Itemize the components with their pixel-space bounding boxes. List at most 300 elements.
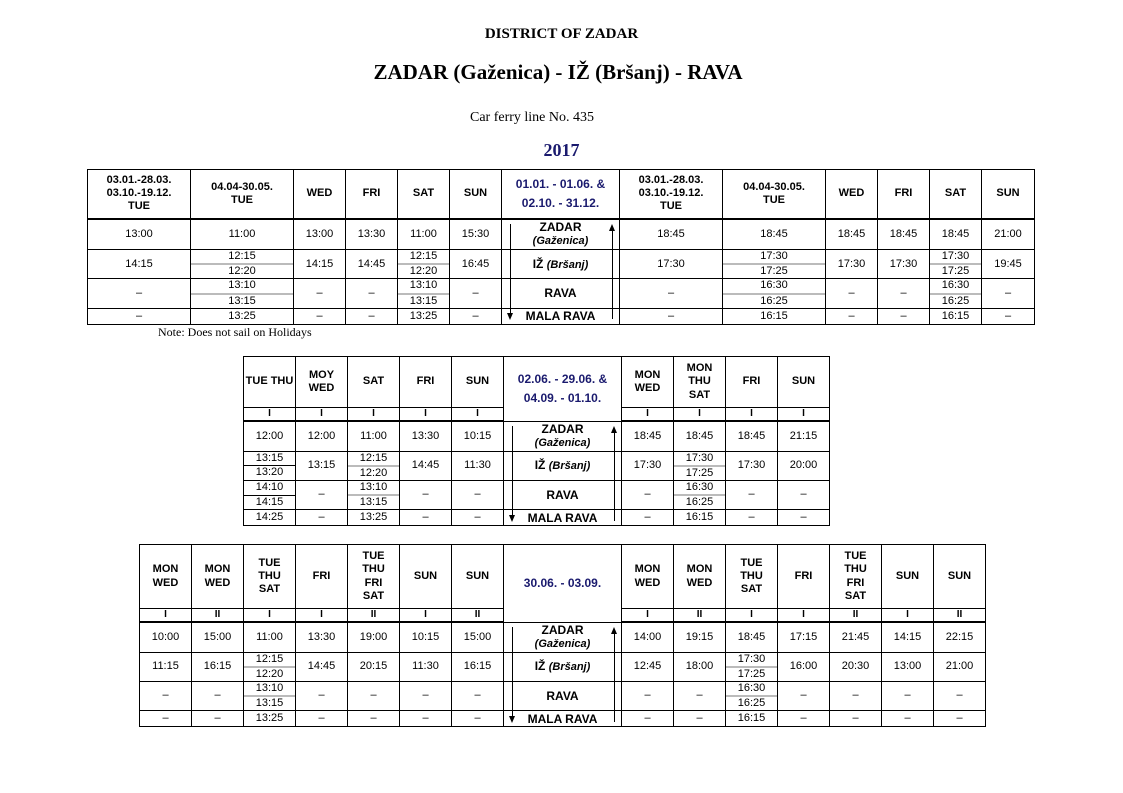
time-cell: – xyxy=(830,711,882,727)
column-header-line: SUN xyxy=(465,569,490,582)
time-cell: 10:15 xyxy=(452,421,504,451)
column-header xyxy=(878,170,930,219)
column-header xyxy=(674,545,726,609)
time-cell xyxy=(930,279,982,308)
stop-name: ZADAR xyxy=(541,422,584,437)
time-value: 16:30 xyxy=(930,279,981,294)
time-cell: 18:45 xyxy=(726,622,778,652)
time-cell: 16:00 xyxy=(778,652,830,681)
trip-number: I xyxy=(778,609,830,623)
time-cell xyxy=(244,652,296,681)
stop-iz xyxy=(504,451,622,480)
time-pair xyxy=(723,250,825,278)
time-value: 16:30 xyxy=(674,481,725,496)
time-cell: 14:15 xyxy=(294,250,346,279)
column-header-line: SAT xyxy=(688,388,711,401)
stop-name xyxy=(504,659,621,674)
column-header-line: SAT xyxy=(362,589,385,602)
time-value: 13:15 xyxy=(359,496,388,509)
column-header-line: 04.04-30.05. xyxy=(743,180,805,193)
time-value: 12:15 xyxy=(398,250,449,265)
column-header-line: TUE xyxy=(844,550,867,563)
row-zadar xyxy=(140,622,986,652)
time-cell: – xyxy=(778,510,830,526)
column-header xyxy=(622,357,674,408)
time-cell: 11:30 xyxy=(452,451,504,480)
column-header xyxy=(400,545,452,609)
time-cell xyxy=(723,279,826,308)
time-cell: 12:45 xyxy=(622,652,674,681)
stop-name-sub: (Gaženica) xyxy=(534,436,591,449)
column-header-line: FRI xyxy=(364,576,383,589)
time-cell: – xyxy=(982,308,1035,324)
time-cell: 13:00 xyxy=(88,219,191,250)
time-pair xyxy=(244,452,295,479)
column-header xyxy=(620,170,723,219)
column-header-line: TUE xyxy=(740,556,763,569)
stop-name xyxy=(502,257,619,272)
stop-mala-rava xyxy=(502,308,620,324)
time-cell: – xyxy=(192,711,244,727)
column-header-line: MON xyxy=(686,563,713,576)
time-cell: 11:00 xyxy=(348,421,400,451)
trip-number: I xyxy=(244,609,296,623)
column-header-line: TUE xyxy=(128,200,150,213)
trip-number: I xyxy=(348,408,400,422)
time-cell: – xyxy=(450,308,502,324)
ferry-line-label: Car ferry line No. 435 xyxy=(469,110,595,125)
column-header-line: SUN xyxy=(463,187,488,200)
time-cell: 19:00 xyxy=(348,622,400,652)
time-value: 13:10 xyxy=(244,682,295,697)
time-value: 12:15 xyxy=(244,653,295,668)
time-cell: – xyxy=(878,308,930,324)
column-header xyxy=(346,170,398,219)
column-header-line: WED xyxy=(686,576,713,589)
time-cell: 12:00 xyxy=(244,421,296,451)
trip-number: I xyxy=(622,408,674,422)
time-value: 16:25 xyxy=(941,294,970,307)
outbound-arrow-icon xyxy=(512,627,513,717)
time-cell: 14:45 xyxy=(296,652,348,681)
stop-name-sub: (Gaženica) xyxy=(534,637,591,650)
column-header-line: WED xyxy=(308,382,335,394)
time-cell: – xyxy=(826,279,878,308)
column-header xyxy=(450,170,502,219)
time-value: 17:25 xyxy=(737,667,766,680)
time-value: 12:20 xyxy=(255,667,284,680)
time-cell: 17:30 xyxy=(620,250,723,279)
stop-name-main: IŽ xyxy=(534,458,546,473)
time-pair xyxy=(348,481,399,509)
column-header-line: 03.01.-28.03. xyxy=(106,173,172,186)
column-header-line: 04.04-30.05. xyxy=(211,180,273,193)
time-value: 16:25 xyxy=(685,496,714,509)
trip-number: I xyxy=(296,609,348,623)
time-cell: – xyxy=(452,480,504,509)
time-pair xyxy=(674,452,725,480)
time-cell: 16:15 xyxy=(674,510,726,526)
column-header-line: WED xyxy=(838,187,865,200)
column-header xyxy=(348,545,400,609)
time-cell: – xyxy=(622,480,674,509)
return-arrow-icon xyxy=(614,432,615,521)
time-cell: – xyxy=(296,681,348,710)
column-header-line: MON xyxy=(634,368,661,381)
time-cell xyxy=(244,480,296,509)
stop-name: ZADAR xyxy=(539,220,582,235)
trip-number: I xyxy=(400,609,452,623)
column-header xyxy=(982,170,1035,219)
trip-number: I xyxy=(882,609,934,623)
time-cell: 14:15 xyxy=(882,622,934,652)
trip-number: I xyxy=(726,408,778,422)
time-value: 13:15 xyxy=(244,452,295,466)
column-header-line: SUN xyxy=(895,569,920,582)
time-pair xyxy=(723,279,825,307)
time-cell: – xyxy=(778,480,830,509)
column-header xyxy=(930,170,982,219)
time-cell: 14:25 xyxy=(244,510,296,526)
period-line: 30.06. - 03.09. xyxy=(523,575,602,590)
stop-zadar xyxy=(504,622,622,652)
column-header-line: MON xyxy=(634,563,661,576)
column-header-line: MOY xyxy=(308,368,335,381)
time-value: 13:10 xyxy=(191,279,293,294)
header-row xyxy=(244,357,830,408)
trip-number: I xyxy=(622,609,674,623)
stop-name-main: IŽ xyxy=(534,659,546,674)
time-cell: 13:25 xyxy=(348,510,400,526)
time-value: 13:15 xyxy=(409,294,438,307)
column-header xyxy=(726,545,778,609)
time-cell: 13:00 xyxy=(294,219,346,250)
holiday-note: Note: Does not sail on Holidays xyxy=(158,325,312,339)
time-cell: 12:00 xyxy=(296,421,348,451)
column-header-line: TUE xyxy=(660,200,682,213)
time-value: 13:10 xyxy=(348,481,399,496)
trip-number: I xyxy=(140,609,192,623)
time-cell: 18:45 xyxy=(674,421,726,451)
time-cell: – xyxy=(934,681,986,710)
time-pair xyxy=(348,452,399,480)
column-header-line: MON xyxy=(152,563,179,576)
time-cell: 20:15 xyxy=(348,652,400,681)
time-value: 17:30 xyxy=(930,250,981,265)
column-header xyxy=(674,357,726,408)
time-cell: 13:30 xyxy=(346,219,398,250)
time-cell: – xyxy=(830,681,882,710)
period-label xyxy=(504,545,622,623)
period-line: 02.06. - 29.06. & xyxy=(517,372,608,387)
trip-number: II xyxy=(452,609,504,623)
row-zadar xyxy=(88,219,1035,250)
column-header-line: TUE xyxy=(231,193,253,206)
row-zadar xyxy=(244,421,830,451)
row-iz xyxy=(244,451,830,480)
period-label xyxy=(504,357,622,422)
trip-number: I xyxy=(296,408,348,422)
time-pair xyxy=(244,682,295,710)
time-cell: 15:00 xyxy=(452,622,504,652)
trip-number: II xyxy=(830,609,882,623)
time-cell: – xyxy=(348,711,400,727)
time-cell: – xyxy=(452,711,504,727)
stop-iz xyxy=(502,250,620,279)
district-heading: DISTRICT OF ZADAR xyxy=(484,26,639,42)
time-cell: – xyxy=(982,279,1035,308)
column-header xyxy=(826,170,878,219)
stop-zadar xyxy=(504,421,622,451)
time-cell: 19:45 xyxy=(982,250,1035,279)
column-header-line: WED xyxy=(204,576,231,589)
timetable-summer xyxy=(139,544,986,727)
header-row xyxy=(88,170,1035,219)
time-cell: 14:15 xyxy=(88,250,191,279)
time-cell: 18:45 xyxy=(726,421,778,451)
stop-name: RAVA xyxy=(546,688,579,703)
time-cell: – xyxy=(296,711,348,727)
column-header-line: SUN xyxy=(996,187,1020,200)
stop-name xyxy=(504,458,621,473)
time-cell: 10:15 xyxy=(400,622,452,652)
column-header-line: SAT xyxy=(844,589,867,602)
time-cell: 16:45 xyxy=(450,250,502,279)
stop-name-sub: (Gaženica) xyxy=(532,234,589,247)
time-cell: – xyxy=(622,510,674,526)
time-cell: 11:00 xyxy=(191,219,294,250)
column-header xyxy=(778,357,830,408)
column-header-line: 03.01.-28.03. xyxy=(638,173,704,186)
arrow-down-icon xyxy=(507,313,513,320)
time-cell: – xyxy=(348,681,400,710)
time-pair xyxy=(398,279,449,307)
time-cell: 20:00 xyxy=(778,451,830,480)
column-header-line: WED xyxy=(634,576,661,589)
column-header-line: THU xyxy=(740,569,763,582)
column-header xyxy=(882,545,934,609)
time-cell: 13:15 xyxy=(296,451,348,480)
column-header xyxy=(452,545,504,609)
time-cell xyxy=(726,681,778,710)
time-value: 16:30 xyxy=(723,279,825,294)
stop-rava xyxy=(502,279,620,308)
time-cell: 13:25 xyxy=(398,308,450,324)
time-pair xyxy=(191,279,293,307)
trip-number: I xyxy=(244,408,296,422)
trip-number: I xyxy=(726,609,778,623)
time-cell: – xyxy=(140,681,192,710)
time-cell: 21:00 xyxy=(934,652,986,681)
column-header xyxy=(400,357,452,408)
time-cell: 15:00 xyxy=(192,622,244,652)
row-iz xyxy=(140,652,986,681)
row-mala-rava xyxy=(244,510,830,526)
time-cell: 13:25 xyxy=(244,711,296,727)
stop-name: MALA RAVA xyxy=(525,309,596,324)
time-cell: 18:45 xyxy=(622,421,674,451)
time-cell: 16:15 xyxy=(452,652,504,681)
trip-number: I xyxy=(400,408,452,422)
time-cell: – xyxy=(620,279,723,308)
time-cell: – xyxy=(400,480,452,509)
time-cell: – xyxy=(452,510,504,526)
column-header-line: SAT xyxy=(944,187,967,200)
time-cell: – xyxy=(400,681,452,710)
row-mala-rava xyxy=(88,308,1035,324)
column-header-line: SUN xyxy=(791,375,816,388)
time-cell: – xyxy=(400,510,452,526)
time-cell: 17:15 xyxy=(778,622,830,652)
time-value: 12:15 xyxy=(348,452,399,467)
time-cell: 16:15 xyxy=(726,711,778,727)
time-value: 17:25 xyxy=(760,265,788,278)
column-header-line: FRI xyxy=(794,569,813,582)
time-pair xyxy=(398,250,449,278)
timetable-shoulder xyxy=(243,356,830,526)
time-cell: – xyxy=(778,711,830,727)
time-cell: 19:15 xyxy=(674,622,726,652)
column-header xyxy=(244,357,296,408)
time-value: 13:15 xyxy=(255,697,284,710)
time-cell: 18:45 xyxy=(878,219,930,250)
row-mala-rava xyxy=(140,711,986,727)
column-header xyxy=(294,170,346,219)
time-pair xyxy=(726,682,777,710)
time-value: 12:20 xyxy=(228,265,256,278)
stop-name: ZADAR xyxy=(541,623,584,638)
stop-zadar xyxy=(502,219,620,250)
row-rava xyxy=(88,279,1035,308)
time-cell: 21:45 xyxy=(830,622,882,652)
time-cell: – xyxy=(346,279,398,308)
column-header-line: TUE xyxy=(362,550,385,563)
time-cell: 17:30 xyxy=(726,451,778,480)
time-cell: 18:45 xyxy=(930,219,982,250)
time-cell: – xyxy=(140,711,192,727)
arrow-up-icon xyxy=(611,627,617,634)
column-header-line: THU xyxy=(362,563,385,576)
time-cell: – xyxy=(400,711,452,727)
column-header-line: WED xyxy=(306,187,333,200)
time-cell: – xyxy=(88,279,191,308)
time-pair xyxy=(726,653,777,681)
column-header xyxy=(140,545,192,609)
time-cell: 20:30 xyxy=(830,652,882,681)
time-cell xyxy=(398,250,450,279)
trip-number: II xyxy=(348,609,400,623)
stop-mala-rava xyxy=(504,711,622,727)
column-header-line: TUE xyxy=(763,193,785,206)
time-cell: 21:15 xyxy=(778,421,830,451)
time-pair xyxy=(191,250,293,278)
time-cell xyxy=(726,652,778,681)
column-header xyxy=(723,170,826,219)
time-cell: – xyxy=(674,681,726,710)
time-cell: 14:00 xyxy=(622,622,674,652)
time-cell: – xyxy=(882,711,934,727)
column-header xyxy=(452,357,504,408)
row-iz xyxy=(88,250,1035,279)
time-cell: – xyxy=(882,681,934,710)
arrow-down-icon xyxy=(509,716,515,723)
time-value: 17:30 xyxy=(723,250,825,265)
column-header-line: TUE xyxy=(258,556,281,569)
time-cell: 13:00 xyxy=(882,652,934,681)
time-value: 16:25 xyxy=(737,697,766,710)
period-label xyxy=(502,170,620,219)
column-header xyxy=(934,545,986,609)
column-header-line: SUN xyxy=(947,569,972,582)
time-value: 16:25 xyxy=(760,294,788,307)
time-cell: 14:45 xyxy=(400,451,452,480)
time-cell xyxy=(191,250,294,279)
time-cell xyxy=(191,279,294,308)
time-cell: – xyxy=(726,510,778,526)
period-line: 01.01. - 01.06. & xyxy=(515,177,606,192)
time-cell: 16:15 xyxy=(723,308,826,324)
time-cell: 15:30 xyxy=(450,219,502,250)
time-pair xyxy=(930,279,981,307)
header-row xyxy=(140,545,986,609)
column-header xyxy=(348,357,400,408)
row-rava xyxy=(244,480,830,509)
column-header xyxy=(296,545,348,609)
time-cell xyxy=(723,250,826,279)
timetable-winter xyxy=(87,169,1035,325)
period-line: 02.10. - 31.12. xyxy=(521,195,600,210)
column-header xyxy=(192,545,244,609)
column-header-line: WED xyxy=(634,382,661,394)
stop-rava xyxy=(504,480,622,509)
column-header-line: SUN xyxy=(413,569,438,582)
time-value: 13:20 xyxy=(255,466,284,479)
column-header-line: FRI xyxy=(742,375,761,388)
column-header xyxy=(191,170,294,219)
column-header-line: THU xyxy=(688,375,711,388)
time-value: 12:20 xyxy=(409,265,438,278)
time-value: 14:15 xyxy=(255,495,284,508)
time-cell: 11:15 xyxy=(140,652,192,681)
column-header-line: SAT xyxy=(412,187,435,200)
time-value: 12:20 xyxy=(359,466,388,479)
trip-number: I xyxy=(452,408,504,422)
column-header xyxy=(88,170,191,219)
time-cell: – xyxy=(620,308,723,324)
time-value: 16:30 xyxy=(726,682,777,697)
time-pair xyxy=(674,481,725,509)
time-cell: 18:45 xyxy=(723,219,826,250)
trip-number: II xyxy=(934,609,986,623)
time-cell: 17:30 xyxy=(622,451,674,480)
time-cell: 11:30 xyxy=(400,652,452,681)
time-cell: – xyxy=(826,308,878,324)
stop-mala-rava xyxy=(504,510,622,526)
time-cell: 22:15 xyxy=(934,622,986,652)
time-cell: – xyxy=(296,480,348,509)
time-cell xyxy=(398,279,450,308)
time-cell: – xyxy=(878,279,930,308)
time-pair xyxy=(244,653,295,681)
time-cell: – xyxy=(726,480,778,509)
column-header-line: 03.10.-19.12. xyxy=(638,187,704,200)
time-cell xyxy=(348,480,400,509)
time-cell: – xyxy=(674,711,726,727)
time-value: 13:15 xyxy=(228,294,256,307)
outbound-arrow-icon xyxy=(512,426,513,516)
time-cell xyxy=(244,681,296,710)
time-cell: – xyxy=(192,681,244,710)
